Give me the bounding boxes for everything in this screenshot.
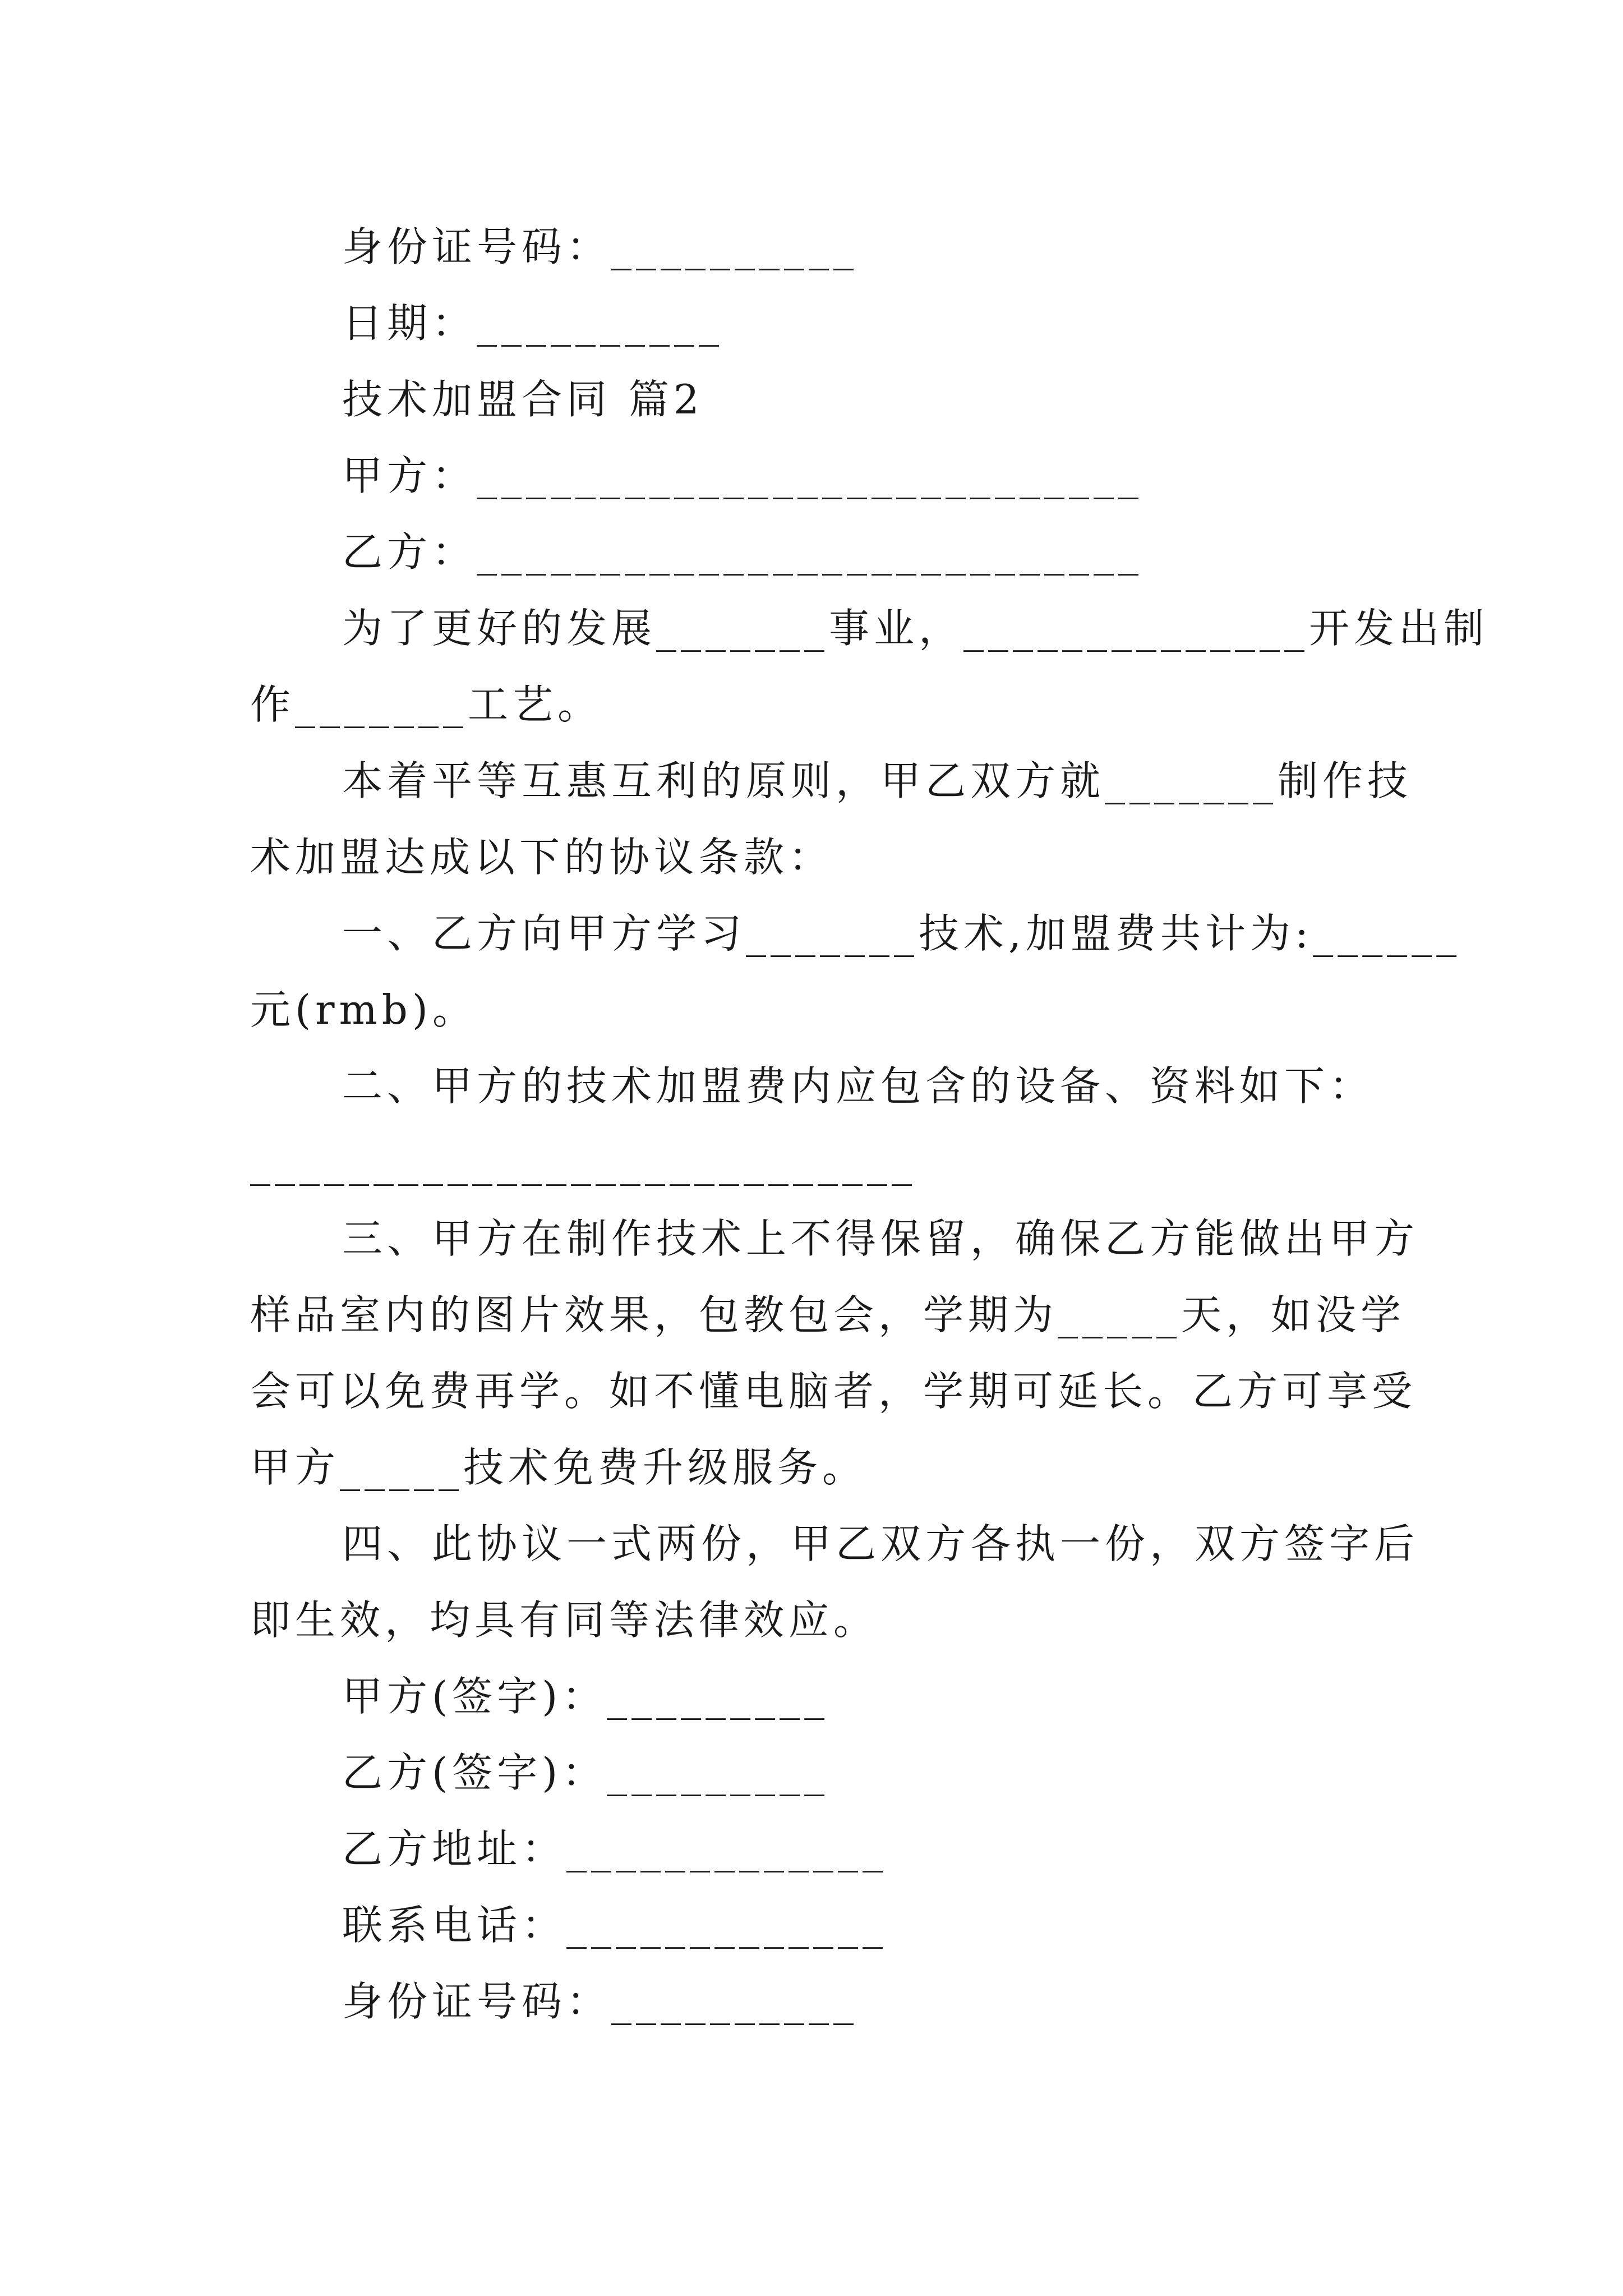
party-a-line: 甲方：___________________________ — [342, 452, 1144, 499]
party-b-signature-line: 乙方(签字)：_________ — [342, 1749, 829, 1796]
party-b-address-line: 乙方地址：_____________ — [342, 1825, 888, 1872]
contract-title: 技术加盟合同 篇2 — [342, 376, 704, 423]
date-line: 日期：__________ — [342, 300, 724, 347]
phone-line: 联系电话：_____________ — [342, 1902, 888, 1949]
intro-paragraph-line-2: 作_______工艺。 — [250, 681, 603, 728]
clause-2-line-1: 二、甲方的技术加盟费内应包含的设备、资料如下： — [342, 1062, 1375, 1110]
clause-3-line-4: 甲方_____技术免费升级服务。 — [250, 1444, 868, 1491]
clause-3-line-3: 会可以免费再学。如不懂电脑者，学期可延长。乙方可享受 — [250, 1368, 1417, 1415]
id-number-line-2: 身份证号码：__________ — [342, 1978, 859, 2025]
clause-3-line-2: 样品室内的图片效果，包教包会，学期为_____天，如没学 — [250, 1291, 1406, 1338]
clause-1-line-1: 一、乙方向甲方学习_______技术,加盟费共计为:______ — [342, 910, 1461, 957]
clause-4-line-1: 四、此协议一式两份，甲乙双方各执一份，双方签字后 — [342, 1520, 1419, 1567]
clause-4-line-2: 即生效，均具有同等法律效应。 — [250, 1596, 879, 1644]
principle-paragraph-line-1: 本着平等互惠互利的原则，甲乙双方就_______制作技 — [342, 757, 1413, 804]
clause-1-line-2: 元(rmb)。 — [250, 986, 477, 1033]
party-a-signature-line: 甲方(签字)：_________ — [342, 1673, 829, 1720]
party-b-line: 乙方：___________________________ — [342, 528, 1144, 576]
clause-2-blank-line: ___________________________ — [250, 1139, 916, 1186]
intro-paragraph-line-1: 为了更好的发展_______事业，______________开发出制 — [342, 605, 1489, 652]
principle-paragraph-line-2: 术加盟达成以下的协议条款： — [250, 834, 834, 881]
clause-3-line-1: 三、甲方在制作技术上不得保留，确保乙方能做出甲方 — [342, 1215, 1419, 1262]
id-number-line: 身份证号码：__________ — [342, 223, 859, 270]
